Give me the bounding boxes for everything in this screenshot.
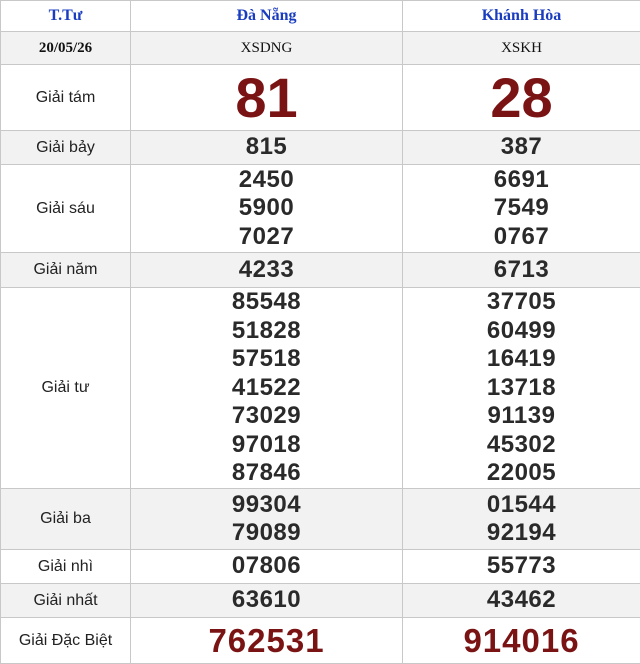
prize-number: 85548: [131, 288, 402, 317]
prize-number: 7549: [403, 194, 640, 223]
prize-row-nhi: [1, 550, 640, 584]
prize-number: 07806: [131, 550, 403, 584]
prize-number: 37705: [403, 288, 640, 317]
prize-number: 0767: [403, 223, 640, 252]
prize-number: 41522: [131, 374, 402, 403]
prize-row-ba: [1, 489, 640, 550]
prize-label: Giải tư: [1, 288, 131, 489]
prize-label: Giải nhất: [1, 584, 131, 618]
special-prize-number: 762531: [131, 618, 403, 664]
prize-number: 01544: [403, 491, 640, 520]
header-province-2[interactable]: Khánh Hòa: [403, 1, 640, 32]
lottery-code-1: XSDNG: [131, 32, 403, 65]
prize-number: 16419: [403, 345, 640, 374]
header-province-1[interactable]: Đà Nẵng: [131, 1, 403, 32]
prize-number: 5900: [131, 194, 402, 223]
prize-number: 387: [403, 131, 640, 165]
prize-number: 7027: [131, 223, 402, 252]
prize-numbers: [403, 288, 640, 489]
draw-date: 20/05/26: [1, 32, 131, 65]
prize-number: 6691: [403, 166, 640, 195]
prize-number: 51828: [131, 317, 402, 346]
prize-label: Giải bảy: [1, 131, 131, 165]
prize-number: 97018: [131, 431, 402, 460]
prize-label: Giải tám: [1, 65, 131, 131]
prize-label: Giải nhì: [1, 550, 131, 584]
prize-label: Giải Đặc Biệt: [1, 618, 131, 664]
prize-number: 815: [131, 131, 403, 165]
prize-label: Giải năm: [1, 253, 131, 288]
prize-row-tu: [1, 288, 640, 489]
prize-label: Giải sáu: [1, 165, 131, 253]
prize-numbers: [131, 165, 403, 253]
prize-number: 60499: [403, 317, 640, 346]
prize-row-nhat: [1, 584, 640, 618]
prize-row-sau: [1, 165, 640, 253]
prize-number: 4233: [131, 253, 403, 288]
prize-number: 45302: [403, 431, 640, 460]
prize-row-tam: [1, 65, 640, 131]
prize-number: 99304: [131, 491, 402, 520]
prize-number: 6713: [403, 253, 640, 288]
prize-number: 28: [403, 65, 640, 131]
prize-number: 92194: [403, 519, 640, 548]
date-row: [1, 32, 640, 65]
lottery-code-2: XSKH: [403, 32, 640, 65]
prize-numbers: [403, 489, 640, 550]
prize-label: Giải ba: [1, 489, 131, 550]
prize-number: 2450: [131, 166, 402, 195]
prize-number: 55773: [403, 550, 640, 584]
prize-number: 57518: [131, 345, 402, 374]
prize-number: 81: [131, 65, 403, 131]
prize-number: 63610: [131, 584, 403, 618]
prize-row-bay: [1, 131, 640, 165]
prize-number: 22005: [403, 459, 640, 488]
header-row: [1, 1, 640, 32]
prize-numbers: [131, 288, 403, 489]
prize-number: 13718: [403, 374, 640, 403]
prize-row-dac-biet: [1, 618, 640, 664]
prize-numbers: [131, 489, 403, 550]
prize-numbers: [403, 165, 640, 253]
prize-number: 87846: [131, 459, 402, 488]
prize-number: 43462: [403, 584, 640, 618]
prize-number: 73029: [131, 402, 402, 431]
prize-number: 79089: [131, 519, 402, 548]
header-tt: T.Tư: [1, 1, 131, 32]
prize-row-nam: [1, 253, 640, 288]
prize-number: 91139: [403, 402, 640, 431]
special-prize-number: 914016: [403, 618, 640, 664]
